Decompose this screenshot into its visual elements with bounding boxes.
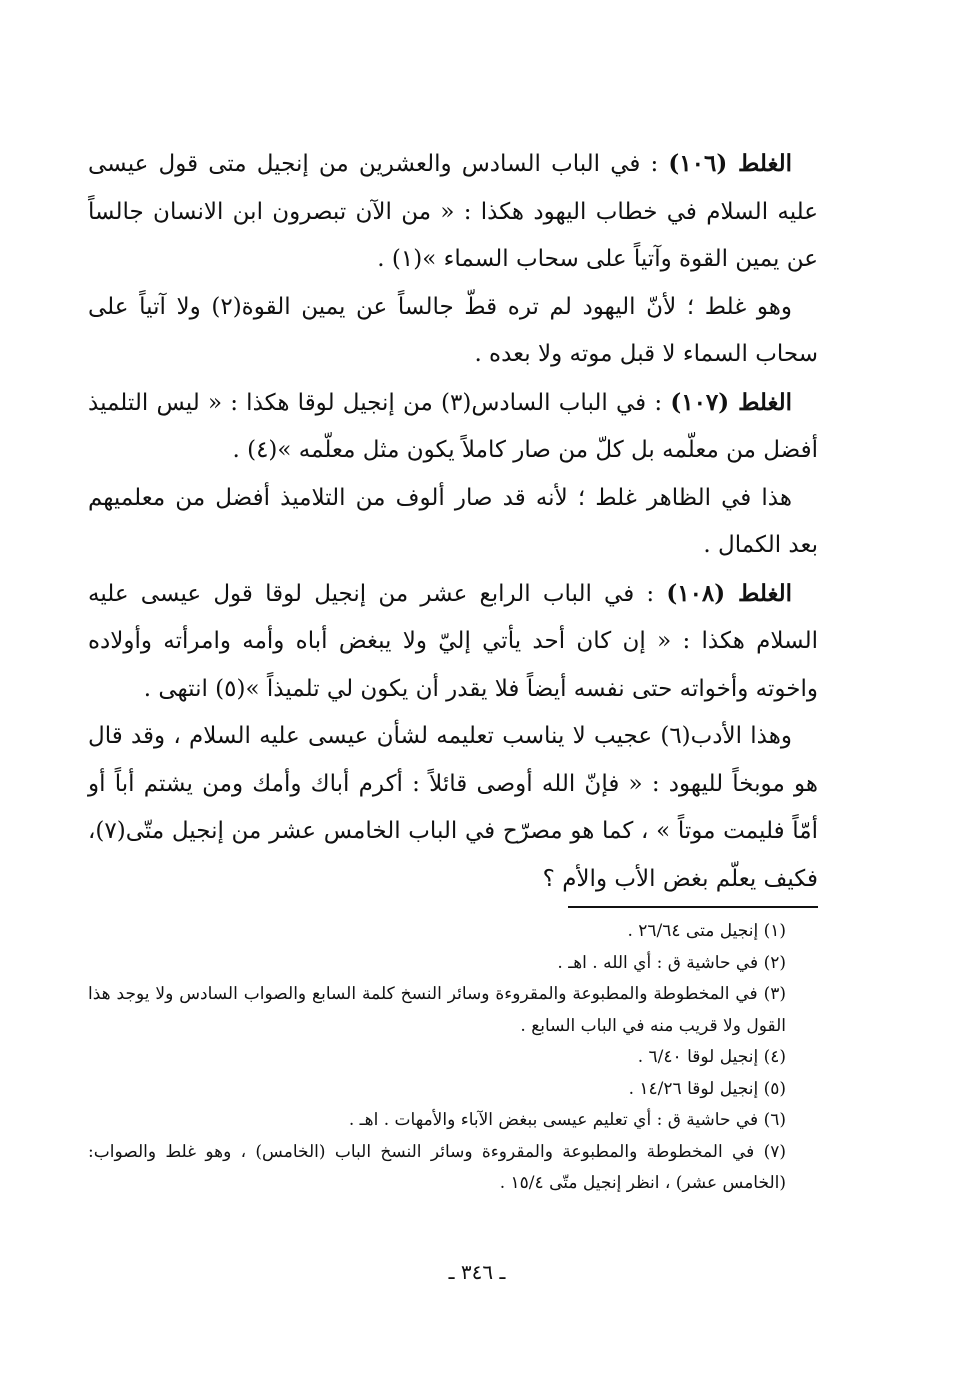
footnote-3: (٣) في المخطوطة والمطبوعة والمقروءة وسائر النسخ كلمة السابع والصواب السادس ولا يوجد هذا القول ولا قريب منه في الباب السابع . xyxy=(88,984,786,1036)
paragraph-text: : في الباب الرابع عشر من إنجيل لوقا قول عيسى عليه السلام هكذا : « إن كان أحد يأتي إليّ ولا يبغض أباه وأمه وامرأته وأولاده واخوته وأخواته حتى نفسه أيضاً فلا يقدر أن يكون لي تلميذاً »(٥) انتهى . xyxy=(88,580,818,702)
error-label: الغلط (١٠٦) xyxy=(668,150,792,177)
paragraph-error-108 xyxy=(88,570,818,714)
footnote-1: (١) إنجيل متى ٢٦/٦٤ . xyxy=(627,921,786,941)
footnote-5: (٥) إنجيل لوقا ١٤/٢٦ . xyxy=(628,1078,786,1099)
footnote-4: (٤) إنجيل لوقا ٦/٤٠ . xyxy=(637,1047,786,1067)
paragraph-comment-108 xyxy=(88,713,818,903)
paragraph-text: وهذا الأدب(٦) عجيب لا يناسب تعليمه لشأن عيسى عليه السلام ، وقد قال هو موبخاً لليهود : « فإنّ الله أوصى قائلاً : أكرم أباك وأمك ومن يشتم أباً أو أمّاً فليمت موتاً » ، كما هو مصرّح في الباب الخامس عشر من إنجيل متّى(٧)، فكيف يعلّم بغض الأب والأم ؟ xyxy=(88,723,818,892)
paragraph-comment-107 xyxy=(88,475,818,570)
paragraph-text: : في الباب السادس والعشرين من إنجيل متى قول عيسى عليه السلام في خطاب اليهود هكذا : « من الآن تبصرون ابن الانسان جالساً عن يمين القوة وآتياً على سحاب السماء »(١) . xyxy=(88,151,818,272)
footnotes xyxy=(88,916,818,1200)
paragraph-text: وهو غلط ؛ لأنّ اليهود لم تره قطّ جالساً عن يمين القوة(٢) ولا آتياً على سحاب السماء لا قبل موته ولا بعده . xyxy=(88,293,818,367)
paragraph-text: هذا في الظاهر غلط ؛ لأنه قد صار ألوف من التلاميذ أفضل من معلميهم بعد الكمال . xyxy=(88,484,818,558)
paragraph-text: : في الباب السادس(٣) من إنجيل لوقا هكذا : « ليس التلميذ أفضل من معلّمه بل كلّ من صار كاملاً يكون مثل معلّمه »(٤) . xyxy=(88,389,818,463)
footnote-divider xyxy=(568,906,818,908)
error-label: الغلط (١٠٨) xyxy=(666,579,792,607)
footnote-7: (٧) في المخطوطة والمطبوعة والمقروءة وسائر النسخ الباب (الخامس) ، وهو غلط والصواب: (الخامس عشر) ، انظر إنجيل متّى ١٥/٤ . xyxy=(88,1141,786,1193)
paragraph-error-107 xyxy=(88,379,818,475)
footnote-6: (٦) في حاشية ق : أي تعليم عيسى ببغض الآباء والأمهات . اهـ . xyxy=(348,1110,786,1130)
footnote-2: (٢) في حاشية ق : أي الله . اهـ . xyxy=(557,952,786,973)
main-text xyxy=(88,140,818,903)
paragraph-comment-106 xyxy=(88,284,818,379)
page-number: ـ ٣٤٦ ـ xyxy=(448,1260,506,1284)
paragraph-error-106 xyxy=(88,140,818,284)
error-label: الغلط (١٠٧) xyxy=(670,388,793,416)
